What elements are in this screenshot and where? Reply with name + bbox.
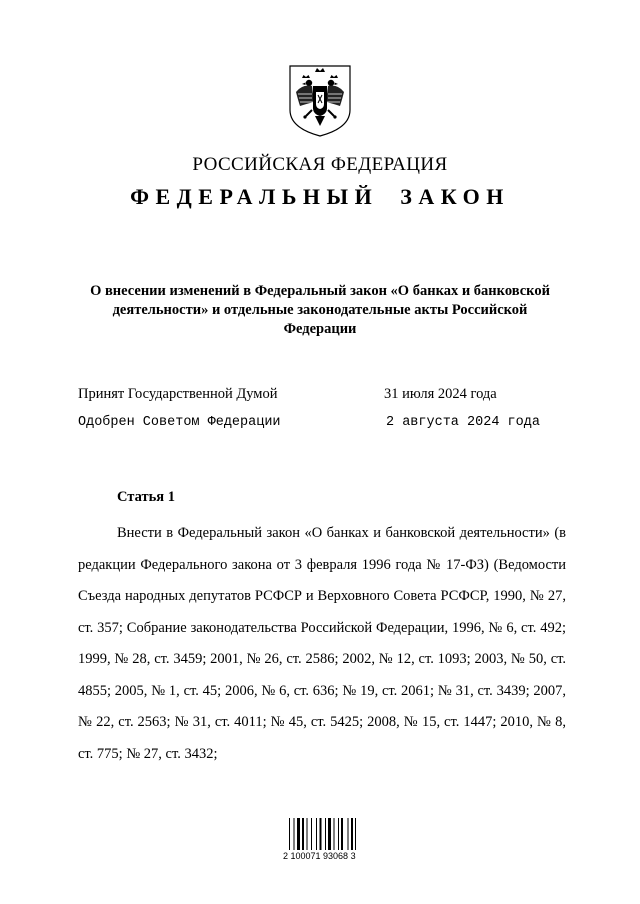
barcode-bar bbox=[289, 818, 290, 850]
barcode-bar bbox=[294, 818, 295, 850]
barcode-bar bbox=[320, 818, 322, 850]
barcode-icon bbox=[288, 818, 364, 852]
barcode-bar bbox=[348, 818, 349, 850]
barcode-bar bbox=[311, 818, 312, 850]
barcode-bar bbox=[325, 818, 326, 850]
country-name: РОССИЙСКАЯ ФЕДЕРАЦИЯ bbox=[192, 154, 448, 175]
article-text: Внести в Федеральный закон «О банках и банковской деятельности» (в редакции Федерального закона от 3 февраля 1996 года № 17-ФЗ) (Ведомости Съезда народных депутатов РСФСР и Верховного Совета РСФСР, 1990, № 27, ст. 357; Собрание законодательства Российской Федерации, 1996, № 6, ст. 492; 1999, № 28, ст. 3459; 2001, № 26, ст. 2586; 2002, № 12, ст. 1093; 2003, № 50, ст. 4855; 2005, № 1, ст. 45; 2006, № 6, ст. 636; № 19, ст. 2061; № 31, ст. 3439; 2007, № 22, ст. 2563; № 31, ст. 4011; № 45, ст. 5425; 2008, № 15, ст. 1447; 2010, № 8, ст. 775; № 27, ст. 3432; bbox=[78, 525, 566, 762]
council-approval-label: Одобрен Советом Федерации bbox=[78, 415, 281, 430]
article-heading: Статья 1 bbox=[117, 489, 175, 505]
barcode-bar bbox=[307, 818, 308, 850]
barcode-digits: 2 100071 93068 3 bbox=[283, 851, 356, 861]
document-type-word-2: ЗАКОН bbox=[400, 184, 510, 209]
barcode-bar bbox=[328, 818, 331, 850]
barcode-bar bbox=[302, 818, 304, 850]
barcode-bar bbox=[355, 818, 356, 850]
council-approval-date: 2 августа 2024 года bbox=[386, 415, 540, 430]
barcode-bar bbox=[316, 818, 317, 850]
document-type-word-1: ФЕДЕРАЛЬНЫЙ bbox=[130, 184, 379, 209]
barcode-bar bbox=[351, 818, 353, 850]
duma-adoption-date: 31 июля 2024 года bbox=[384, 386, 497, 402]
barcode-bar bbox=[334, 818, 335, 850]
barcode-bar bbox=[341, 818, 343, 850]
law-title: О внесении изменений в Федеральный закон «О банках и банковской деятельности» и отдельные законодательные акты Российской Федерации bbox=[90, 283, 550, 337]
duma-adoption-label: Принят Государственной Думой bbox=[78, 386, 278, 402]
barcode-bar bbox=[338, 818, 339, 850]
document-type bbox=[0, 184, 640, 210]
barcode-bar bbox=[297, 818, 300, 850]
coat-of-arms-icon bbox=[288, 64, 352, 138]
